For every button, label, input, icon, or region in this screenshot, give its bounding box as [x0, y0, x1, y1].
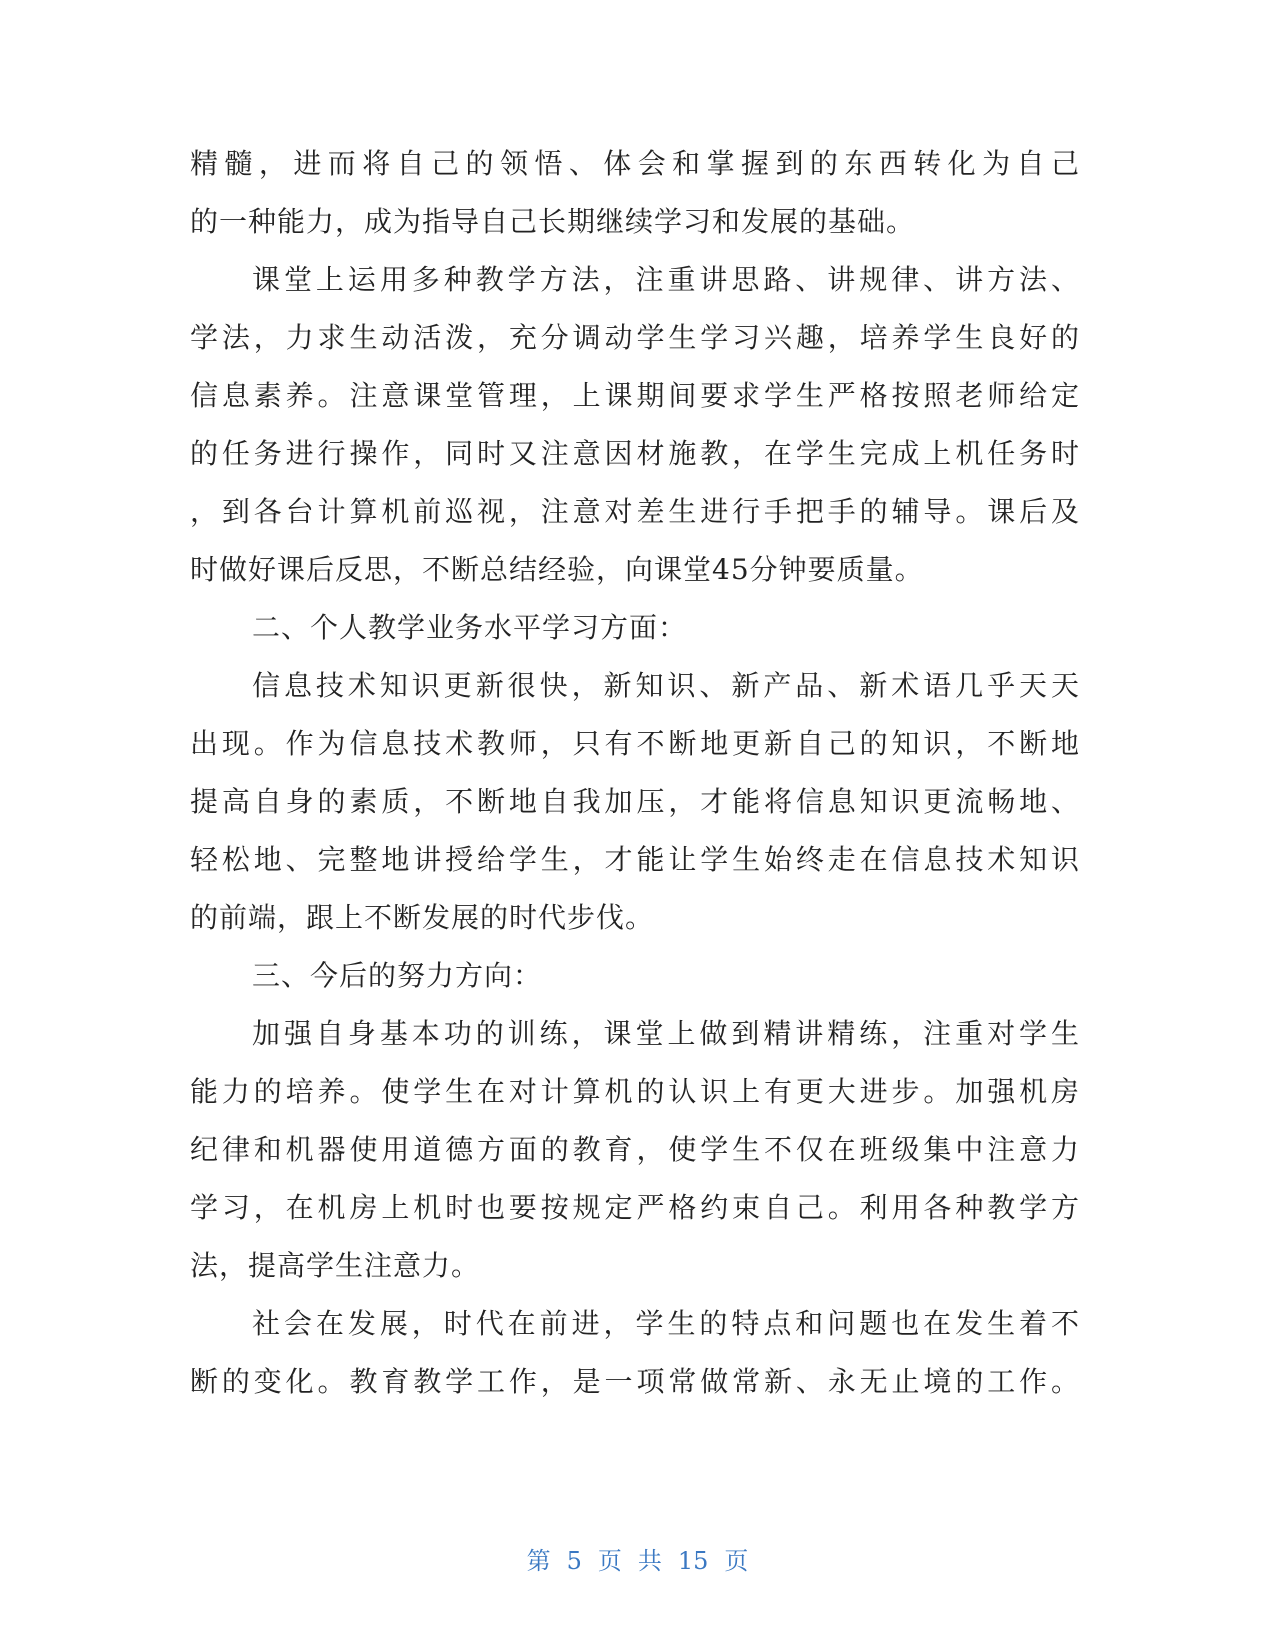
paragraph-line: 提高自身的素质，不断地自我加压，才能将信息知识更流畅地、 — [190, 785, 1080, 818]
paragraph-line: 课堂上运用多种教学方法，注重讲思路、讲规律、讲方法、 — [252, 263, 1080, 296]
footer-suffix: 页 — [724, 1547, 749, 1575]
paragraph-line: 社会在发展，时代在前进，学生的特点和问题也在发生着不 — [252, 1307, 1080, 1340]
footer-page-unit: 页 — [597, 1547, 622, 1575]
paragraph-line: 的任务进行操作，同时又注意因材施教，在学生完成上机任务时 — [190, 437, 1080, 470]
paragraph-line: 学法，力求生动活泼，充分调动学生学习兴趣，培养学生良好的 — [190, 321, 1080, 354]
paragraph-line: 的一种能力，成为指导自己长期继续学习和发展的基础。 — [190, 205, 916, 238]
paragraph-line: 信息技术知识更新很快，新知识、新产品、新术语几乎天天 — [252, 669, 1080, 702]
footer-total-pages: 15 — [677, 1547, 709, 1575]
paragraph-line: 学习，在机房上机时也要按规定严格约束自己。利用各种教学方 — [190, 1191, 1080, 1224]
paragraph-line: 加强自身基本功的训练，课堂上做到精讲精练，注重对学生 — [252, 1017, 1080, 1050]
section-heading: 二、个人教学业务水平学习方面： — [252, 611, 688, 644]
paragraph-line: 精髓，进而将自己的领悟、体会和掌握到的东西转化为自己 — [190, 147, 1080, 180]
section-heading: 三、今后的努力方向： — [252, 959, 543, 992]
paragraph-line: 的前端，跟上不断发展的时代步伐。 — [190, 901, 655, 934]
footer-total-label: 共 — [637, 1547, 662, 1575]
page-footer — [0, 1546, 1275, 1576]
footer-prefix: 第 — [526, 1547, 551, 1575]
paragraph-line: 断的变化。教育教学工作，是一项常做常新、永无止境的工作。 — [190, 1365, 1080, 1398]
paragraph-line: 纪律和机器使用道德方面的教育，使学生不仅在班级集中注意力 — [190, 1133, 1080, 1166]
paragraph-line: 法，提高学生注意力。 — [190, 1249, 481, 1282]
paragraph-line: 信息素养。注意课堂管理，上课期间要求学生严格按照老师给定 — [190, 379, 1080, 412]
paragraph-line: 能力的培养。使学生在对计算机的认识上有更大进步。加强机房 — [190, 1075, 1080, 1108]
paragraph-line: ，到各台计算机前巡视，注意对差生进行手把手的辅导。课后及 — [190, 495, 1080, 528]
paragraph-line: 轻松地、完整地讲授给学生，才能让学生始终走在信息技术知识 — [190, 843, 1080, 876]
footer-page-number: 5 — [566, 1547, 582, 1575]
paragraph-line: 时做好课后反思，不断总结经验，向课堂45分钟要质量。 — [190, 553, 924, 586]
paragraph-line: 出现。作为信息技术教师，只有不断地更新自己的知识，不断地 — [190, 727, 1080, 760]
